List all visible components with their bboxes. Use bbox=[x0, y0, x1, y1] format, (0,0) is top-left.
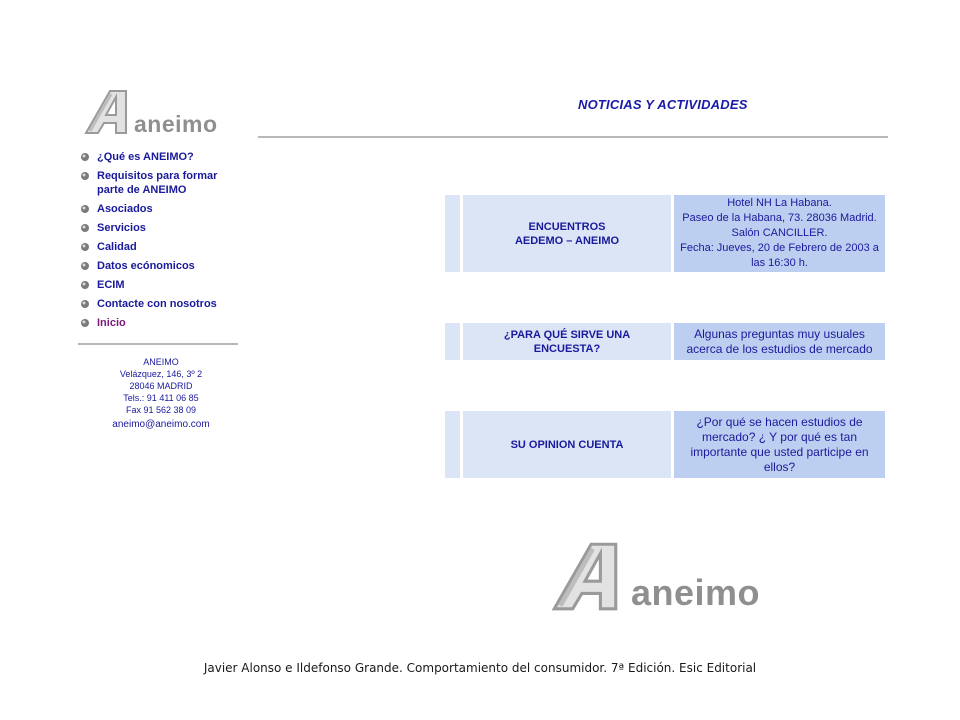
nav-item-datos-economicos[interactable] bbox=[80, 259, 240, 273]
nav-item-label: Calidad bbox=[97, 241, 137, 253]
page-title: NOTICIAS Y ACTIVIDADES bbox=[578, 97, 748, 112]
bullet-icon bbox=[80, 261, 90, 271]
address-street: Velázquez, 146, 3º 2 bbox=[119, 369, 203, 379]
event-info-line: Hotel NH La Habana. bbox=[727, 197, 832, 209]
event-title-line: ENCUESTA? bbox=[533, 342, 601, 355]
nav-item-inicio[interactable] bbox=[80, 316, 240, 330]
nav-item-calidad[interactable] bbox=[80, 240, 240, 254]
event-title-line: ENCUENTROS bbox=[528, 220, 606, 233]
nav-item-asociados[interactable] bbox=[80, 202, 240, 216]
event-title-line: AEDEMO – ANEIMO bbox=[514, 234, 620, 247]
bullet-icon bbox=[80, 152, 90, 162]
contact-address bbox=[96, 356, 226, 431]
bullet-icon bbox=[80, 204, 90, 214]
bullet-icon bbox=[80, 223, 90, 233]
nav-item-contacte[interactable] bbox=[80, 297, 240, 311]
bullet-icon bbox=[80, 318, 90, 328]
aneimo-logo-large bbox=[543, 536, 788, 620]
address-name: ANEIMO bbox=[143, 357, 179, 367]
event-info-line: ellos? bbox=[763, 459, 796, 474]
event-info-line: Salón CANCILLER. bbox=[731, 227, 828, 239]
nav-item-label: Datos ecónomicos bbox=[97, 260, 195, 272]
event-info-line: Algunas preguntas muy usuales bbox=[694, 326, 865, 341]
nav-item-label: ¿Qué es ANEIMO? bbox=[97, 151, 194, 163]
nav-item-requisitos[interactable] bbox=[80, 169, 240, 197]
event-title-link[interactable] bbox=[463, 323, 671, 360]
bullet-icon bbox=[80, 171, 90, 181]
event-block-opinion bbox=[445, 411, 885, 478]
block-strip bbox=[445, 323, 460, 360]
sidebar-nav bbox=[80, 150, 240, 335]
footer-citation: Javier Alonso e Ildefonso Grande. Comportamiento del consumidor. 7ª Edición. Esic Editorial bbox=[203, 661, 757, 675]
nav-item-label: Requisitos para formar parte de ANEIMO bbox=[97, 170, 218, 196]
event-block-encuentros bbox=[445, 195, 885, 272]
event-info-line: Fecha: Jueves, 20 de Febrero de 2003 a bbox=[680, 242, 879, 254]
nav-item-label: Contacte con nosotros bbox=[97, 298, 217, 310]
event-info bbox=[674, 323, 885, 360]
bullet-icon bbox=[80, 242, 90, 252]
nav-item-label: ECIM bbox=[97, 279, 125, 291]
nav-item-label: Inicio bbox=[97, 317, 126, 329]
aneimo-logo[interactable] bbox=[80, 86, 240, 142]
nav-item-ecim[interactable] bbox=[80, 278, 240, 292]
nav-item-que-es-aneimo[interactable] bbox=[80, 150, 240, 164]
address-fax: Fax 91 562 38 09 bbox=[125, 405, 197, 415]
event-info-line: las 16:30 h. bbox=[751, 257, 808, 269]
event-block-encuesta bbox=[445, 323, 885, 360]
aneimo-wordmark: aneimo bbox=[134, 111, 218, 137]
bullet-icon bbox=[80, 299, 90, 309]
email-link[interactable]: aneimo@aneimo.com bbox=[112, 419, 210, 430]
address-city: 28046 MADRID bbox=[129, 381, 193, 391]
event-info-line: acerca de los estudios de mercado bbox=[686, 341, 873, 356]
header-divider bbox=[258, 136, 888, 138]
event-info bbox=[674, 411, 885, 478]
event-info-line: importante que usted participe en bbox=[690, 444, 869, 459]
sidebar-divider bbox=[78, 343, 238, 345]
event-title-link[interactable] bbox=[463, 411, 671, 478]
aneimo-logo-mark-icon bbox=[80, 85, 132, 142]
event-info-line: ¿Por qué se hacen estudios de bbox=[696, 414, 863, 429]
nav-item-label: Asociados bbox=[97, 203, 153, 215]
event-info-line: Paseo de la Habana, 73. 28036 Madrid. bbox=[682, 212, 877, 224]
event-title-line: SU OPINION CUENTA bbox=[510, 438, 624, 451]
bullet-icon bbox=[80, 280, 90, 290]
event-title-line: ¿PARA QUÉ SIRVE UNA bbox=[503, 328, 631, 341]
aneimo-logo-mark-icon bbox=[543, 535, 627, 620]
block-strip bbox=[445, 195, 460, 272]
event-title-link[interactable] bbox=[463, 195, 671, 272]
nav-item-label: Servicios bbox=[97, 222, 146, 234]
aneimo-wordmark: aneimo bbox=[631, 572, 761, 613]
event-info bbox=[674, 195, 885, 272]
block-strip bbox=[445, 411, 460, 478]
nav-item-servicios[interactable] bbox=[80, 221, 240, 235]
address-phone: Tels.: 91 411 06 85 bbox=[123, 393, 199, 403]
event-info-line: mercado? ¿ Y por qué es tan bbox=[702, 429, 857, 444]
